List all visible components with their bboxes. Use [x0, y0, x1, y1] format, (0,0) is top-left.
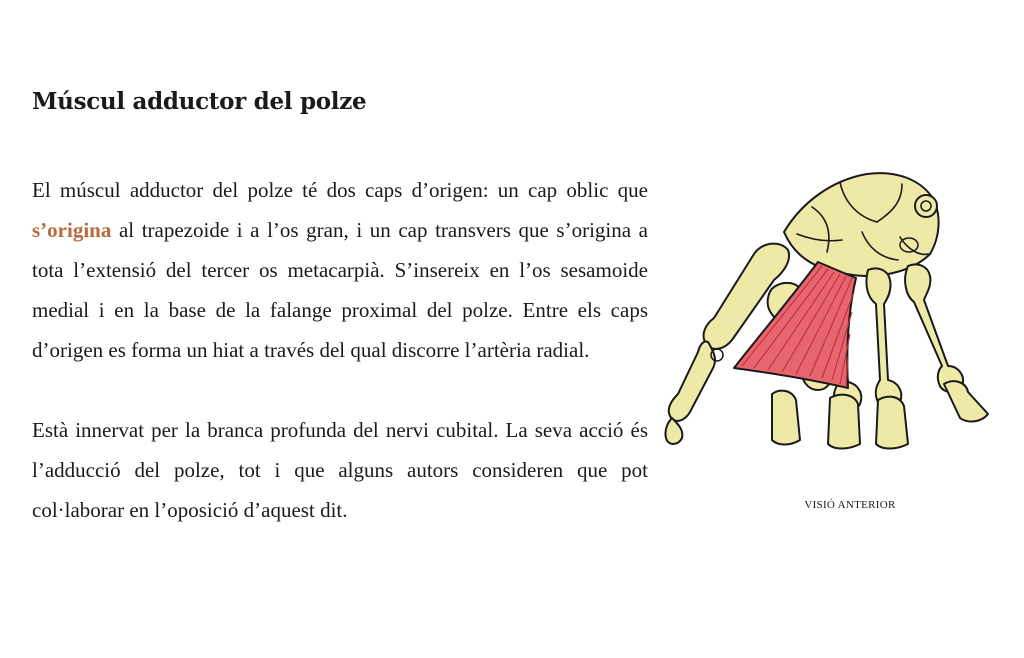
page-title: Múscul adductor del polze [32, 88, 367, 115]
paragraph-origin [32, 170, 648, 370]
hand-bones-drawing [662, 162, 1000, 457]
paragraph-origin-start: El múscul adductor del polze té dos caps d’origen: un cap oblic que [32, 178, 648, 202]
originates-link[interactable]: s’origina [32, 218, 112, 242]
carpal-bones [784, 173, 939, 276]
figure-caption: VISIÓ ANTERIOR [804, 499, 896, 511]
pisiform-bone [915, 195, 937, 217]
paragraph-origin-end: al trapezoide i a l’os gran, i un cap transvers que s’origina a tota l’extensió del tercer os metacarpià. S’insereix en l’os sesamoide medial i en la base de la falange proximal del polze. Entre els caps d’origen es forma un hiat a través del qual discorre l’artèria radial. [32, 218, 648, 362]
thumb-phalanx [669, 341, 715, 420]
article-body [32, 170, 648, 530]
paragraph-innervation: Està innervat per la branca profunda del nervi cubital. La seva acció és l’adducció del polze, tot i que alguns autors consideren que pot col·laborar en l’oposició d’aquest dit. [32, 418, 648, 522]
little-metacarpal [905, 264, 963, 392]
ring-metacarpal [866, 268, 901, 408]
hand-anatomy-illustration [662, 162, 1000, 457]
